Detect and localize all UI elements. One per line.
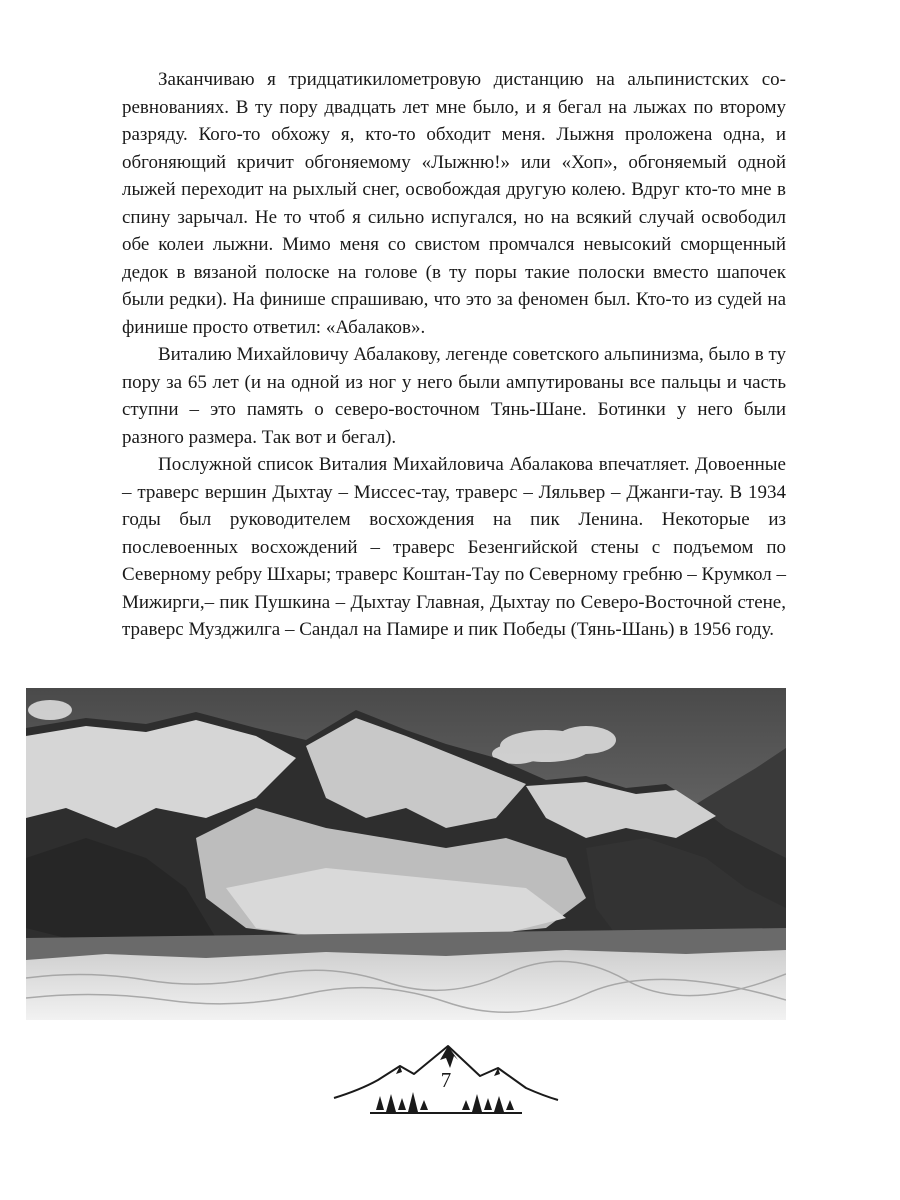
mountain-icon (330, 1040, 562, 1120)
footer-mountain-emblem (330, 1040, 562, 1120)
body-text (122, 66, 786, 644)
paragraph-1: Заканчиваю я тридцатикилометровую дистанцию на альпинистских соревнованиях. В ту пору двадцать лет мне было, и я бегал на лыжах по второму разряду. Кого-то обхожу я, кто-то обходит меня. Лыжня проложена одна, и обгоняющий кричит обгоняемому «Лыжню!» или «Хоп», обгоняемый одной лыжей переходит на рыхлый снег, освобождая другую колею. Вдруг кто-то мне в спину зарычал. Не то чтоб я сильно испугался, но на всякий случай освободил обе колеи лыжни. Мимо меня со свистом промчался невысокий сморщенный дедок в вязаной полоске на голове (в ту поры такие полоски вместо шапочек были редки). На финише спрашиваю, что это за феномен был. Кто-то из судей на финише просто ответил: «Абалаков». (122, 69, 786, 338)
page-number: 7 (440, 1068, 452, 1092)
paragraph-3: Послужной список Виталия Михайловича Абалакова впечатляет. Довоенные – траверс вершин Дыхтау – Миссес-тау, траверс – Ляльвер – Джанги-тау. В 1934 годы был руководителем восхождения на пик Ленина. Некоторые из послевоенных восхождений – траверс Безенгийской стены с подъемом по Северному ребру Шхары; траверс Коштан-Тау по Северному гребню – Крумкол – Мижирги,– пик Пушкина – Дыхтау Главная, Дыхтау по Северо-Восточной стене, траверс Музджилга – Сандал на Памире и пик Победы (Тянь-Шань) в 1956 году. (122, 454, 786, 640)
tree-line (370, 1092, 522, 1114)
paragraph-2: Виталию Михайловичу Абалакову, легенде советского альпинизма, было в ту пору за 65 лет (и на одной из ног у него были ампутированы все пальцы и часть ступни – это память о северо-восточном Тянь-Шане. Ботинки у него были разного размера. Так вот и бегал). (122, 344, 786, 448)
mountain-glacier-photo (26, 688, 786, 1020)
